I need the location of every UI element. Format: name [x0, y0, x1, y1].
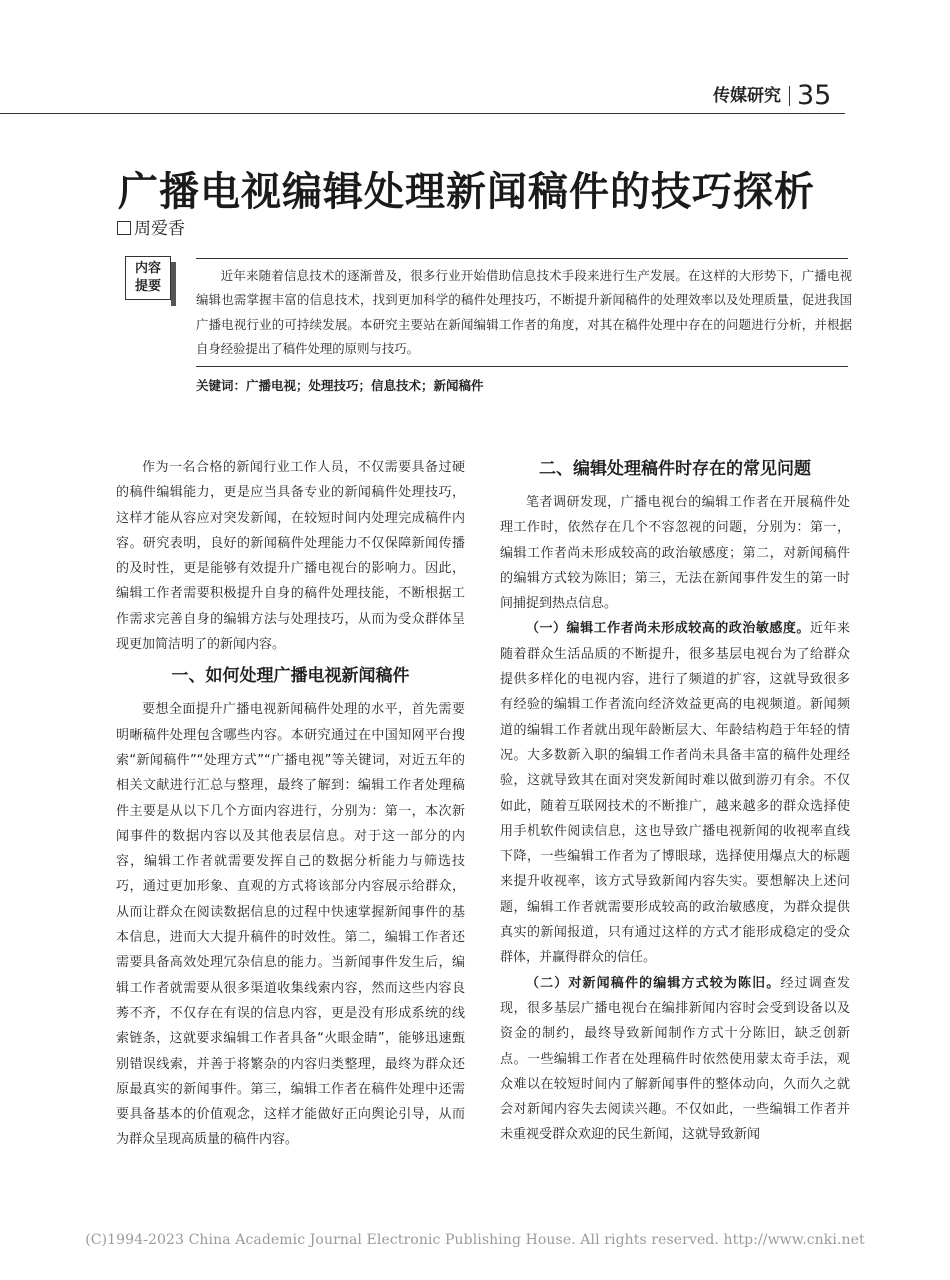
section-heading-2: 二、编辑处理稿件时存在的常见问题 — [539, 459, 811, 479]
section-2-paragraph: 笔者调研发现，广播电视台的编辑工作者在开展稿件处理工作时，依然存在几个不容忽视的问题，分别为：第一，编辑工作者尚未形成较高的政治敏感度；第二，对新闻稿件的编辑方式较为陈旧；第三，无法在新闻事件发生的第一时间捕捉到热点信息。 — [500, 495, 850, 612]
subsection-1-body: 近年来随着群众生活品质的不断提升，很多基层电视台为了给群众提供多样化的电视内容，进行了频道的扩容，这就导致很多有经验的编辑工作者流向经济效益更高的电视频道。新闻频道的编辑工作者就出现年龄断层大、年龄结构趋于年轻的情况。大多数新入职的编辑工作者尚未具备丰富的稿件处理经验，这就导致其在面对突发新闻时难以做到游刃有余。不仅如此，随着互联网技术的不断推广，越来越多的群众选择使用手机软件阅读信息，这也导致广播电视新闻的收视率直线下降，一些编辑工作者为了博眼球，选择使用爆点大的标题来提升收视率，该方式导致新闻内容失实。要想解决上述问题，编辑工作者就需要形成较高的政治敏感度，为群众提供真实的新闻报道，只有通过这样的方式才能形成稳定的受众群体，并赢得群众的信任。 — [500, 621, 850, 966]
square-bullet-icon — [117, 221, 131, 235]
copyright-footer: (C)1994-2023 China Academic Journal Electronic Publishing House. All rights reserved. http://www.cnki.net — [85, 1232, 865, 1248]
article-title: 广播电视编辑处理新闻稿件的技巧探析 — [118, 168, 815, 215]
intro-paragraph: 作为一名合格的新闻行业工作人员，不仅需要具备过硬的稿件编辑能力，更是应当具备专业的新闻稿件处理技巧，这样才能从容应对突发新闻，在较短时间内处理完成稿件内容。研究表明，良好的新闻稿件处理能力不仅保障新闻传播的及时性，更是能够有效提升广播电视台的影响力。因此，编辑工作者需要积极提升自身的稿件处理技能，不断根据工作需求完善自身的编辑方法与处理技巧，从而为受众群体呈现更加简洁明了的新闻内容。 — [116, 460, 465, 653]
section-1-paragraph: 要想全面提升广播电视新闻稿件处理的水平，首先需要明晰稿件处理包含哪些内容。本研究通过在中国知网平台搜索“新闻稿件”“处理方式”“广播电视”等关键词，对近五年的相关文献进行汇总与整理，最终了解到：编辑工作者处理稿件主要是从以下几个方面内容进行，分别为：第一，本次新闻事件的数据内容以及其他表层信息。对于这一部分的内容，编辑工作者就需要发挥自己的数据分析能力与筛选技巧，通过更加形象、直观的方式将该部分内容展示给群众，从而让群众在阅读数据信息的过程中快速掌握新闻事件的基本信息，进而大大提升稿件的时效性。第二，编辑工作者还需要具备高效处理冗杂信息的能力。当新闻事件发生后，编辑工作者就需要从很多渠道收集线索内容，然而这些内容良莠不齐，不仅存在有误的信息内容，更是没有形成系统的线索链条，这就要求编辑工作者具备“火眼金睛”，能够迅速甄别错误线索，并善于将繁杂的内容归类整理，最终为群众还原最真实的新闻事件。第三，编辑工作者在稿件处理中还需要具备基本的价值观念，这样才能做好正向舆论引导，从而为群众呈现高质量的稿件内容。 — [116, 702, 465, 1148]
author-line — [117, 214, 185, 239]
right-column — [500, 459, 850, 1148]
abstract-label-line2: 提要 — [134, 279, 161, 294]
abstract-text: 近年来随着信息技术的逐渐普及，很多行业开始借助信息技术手段来进行生产发展。在这样的大形势下，广播电视编辑也需掌握丰富的信息技术，找到更加科学的稿件处理技巧，不断提升新闻稿件的处理效率以及处理质量，促进我国广播电视行业的可持续发展。本研究主要站在新闻编辑工作者的角度，对其在稿件处理中存在的问题进行分析，并根据自身经验提出了稿件处理的原则与技巧。 — [196, 268, 852, 357]
abstract-label — [125, 256, 171, 300]
author-name: 周爱香 — [134, 219, 185, 239]
abstract-label-line1: 内容 — [134, 261, 161, 276]
journal-name: 传媒研究 — [713, 86, 790, 106]
subsection-2 — [500, 971, 850, 1148]
section-heading-1: 一、如何处理广播电视新闻稿件 — [171, 666, 410, 687]
page-number: 35 — [797, 80, 832, 111]
keywords: 关键词：广播电视；处理技巧；信息技术；新闻稿件 — [196, 378, 484, 393]
subsection-2-title: （二）对新闻稿件的编辑方式较为陈旧。 — [526, 975, 781, 991]
header-rule — [0, 113, 845, 114]
abstract-bottom-rule — [196, 366, 848, 367]
left-column — [116, 455, 465, 1153]
subsection-1 — [500, 616, 850, 970]
subsection-1-title: （一）编辑工作者尚未形成较高的政治敏感度。 — [526, 621, 810, 637]
abstract-top-rule — [196, 258, 848, 259]
abstract-label-shadow — [171, 262, 176, 306]
subsection-2-body: 经过调查发现，很多基层广播电视台在编排新闻内容时会受到设备以及资金的制约，最终导致新闻制作方式十分陈旧，缺乏创新点。一些编辑工作者在处理稿件时依然使用蒙太奇手法，观众难以在较短时间内了解新闻事件的整体动向，久而久之就会对新闻内容失去阅读兴趣。不仅如此，一些编辑工作者并未重视受群众欢迎的民生新闻，这就导致新闻 — [500, 975, 850, 1143]
